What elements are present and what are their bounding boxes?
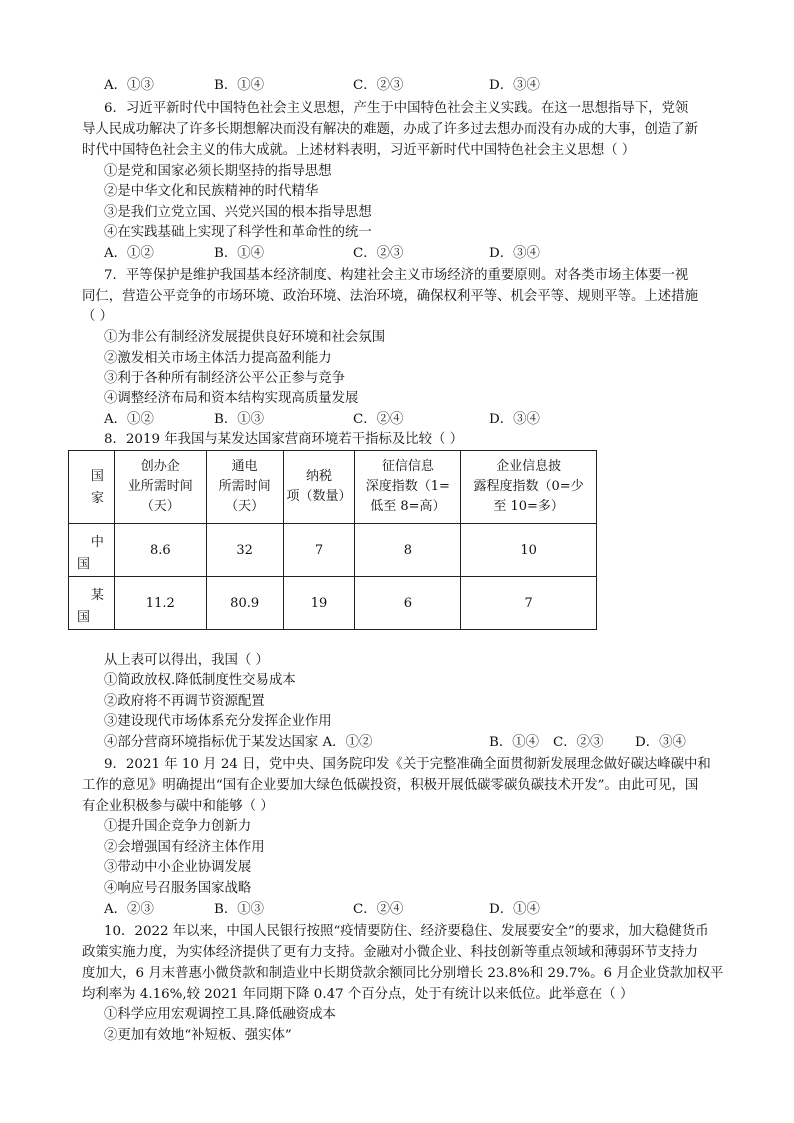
- q9-item-1: ①提升国企竞争力创新力: [104, 819, 252, 834]
- q8-option-b[interactable]: B．①④: [489, 735, 540, 750]
- table-row: [69, 524, 597, 577]
- q7-stem-line: 同仁，营造公平竞争的市场环境、政治环境、法治环境，确保权利平等、机会平等、规则平等。上述措施: [82, 289, 698, 304]
- header-tax-items: 纳税 项（数量）: [283, 451, 355, 524]
- row-country: 某 国: [69, 577, 115, 630]
- header-disclosure-index: 企业信息披 露程度指数（0=少 至 10=多）: [461, 451, 597, 524]
- header-electricity-days: 通电 所需时间 （天）: [206, 451, 283, 524]
- q6-option-c[interactable]: C．②③: [353, 246, 404, 261]
- q6-item-2: ②是中华文化和民族精神的时代精华: [104, 184, 319, 199]
- q5-option-d[interactable]: D．③④: [489, 78, 540, 93]
- table-cell: 32: [206, 524, 283, 577]
- q6-stem-line: 6．习近平新时代中国特色社会主义思想，产生于中国特色社会主义实践。在这一思想指导下，党领: [104, 101, 689, 116]
- q7-stem-line: 7．平等保护是维护我国基本经济制度、构建社会主义市场经济的重要原则。对各类市场主体要一视: [104, 268, 689, 283]
- q7-stem-line: （ ）: [82, 309, 114, 324]
- q7-item-2: ②激发相关市场主体活力提高盈利能力: [104, 351, 332, 366]
- q8-option-d[interactable]: D．③④: [635, 735, 686, 750]
- table-cell: 80.9: [206, 577, 283, 630]
- header-country: 国 家: [69, 451, 115, 524]
- q9-option-a[interactable]: A．②③: [104, 902, 154, 917]
- q8-stem: 8．2019 年我国与某发达国家营商环境若干指标及比较（ ）: [104, 432, 464, 447]
- q5-option-c[interactable]: C．②③: [353, 78, 404, 93]
- table-cell: 6: [355, 577, 461, 630]
- q6-item-4: ④在实践基础上实现了科学性和革命性的统一: [104, 225, 372, 240]
- q8-after-text: 从上表可以得出，我国（ ）: [104, 653, 269, 668]
- table-cell: 8.6: [114, 524, 206, 577]
- table-header-row: [69, 451, 597, 524]
- q8-item-4-option-a[interactable]: ④部分营商环境指标优于某发达国家 A．①②: [104, 735, 373, 750]
- q6-option-b[interactable]: B．①④: [214, 246, 265, 261]
- q7-option-d[interactable]: D．③④: [489, 412, 540, 427]
- q10-stem-line: 政策实施力度，为实体经济提供了更有力支持。金融对小微企业、科技创新等重点领域和薄弱环节支持力: [82, 945, 698, 960]
- header-credit-index: 征信信息 深度指数（1= 低至 8=高）: [355, 451, 461, 524]
- q9-item-4: ④响应号召服务国家战略: [104, 881, 252, 896]
- q8-option-c[interactable]: C．②③: [553, 735, 604, 750]
- q9-stem-line: 9．2021 年 10 月 24 日，党中央、国务院印发《关于完整准确全面贯彻新发展理念做好碳达峰碳中和: [104, 757, 711, 772]
- q10-stem-line: 度加大，6 月末普惠小微贷款和制造业中长期贷款余额同比分别增长 23.8%和 29.7%。6 月企业贷款加权平: [82, 966, 724, 981]
- q6-item-3: ③是我们立党立国、兴党兴国的根本指导思想: [104, 205, 372, 220]
- table-cell: 7: [283, 524, 355, 577]
- table-cell: 10: [461, 524, 597, 577]
- q9-stem-line: 有企业积极参与碳中和能够（ ）: [82, 799, 274, 814]
- table-row: [69, 577, 597, 630]
- q6-option-a[interactable]: A．①②: [104, 246, 154, 261]
- q6-option-d[interactable]: D．③④: [489, 246, 540, 261]
- q9-item-3: ③带动中小企业协调发展: [104, 860, 252, 875]
- q7-item-3: ③利于各种所有制经济公平公正参与竞争: [104, 371, 346, 386]
- q6-stem-line: 导人民成功解决了许多长期想解决而没有解决的难题，办成了许多过去想办而没有办成的大事，创造了新: [82, 122, 698, 137]
- table-cell: 7: [461, 577, 597, 630]
- q10-item-1: ①科学应用宏观调控工具.降低融资成本: [104, 1007, 336, 1022]
- table-cell: 19: [283, 577, 355, 630]
- q7-option-c[interactable]: C．②④: [353, 412, 404, 427]
- q10-stem-line: 均利率为 4.16%,较 2021 年同期下降 0.47 个百分点，处于有统计以来低位。此举意在（ ）: [82, 987, 634, 1002]
- q9-option-d[interactable]: D．①④: [489, 902, 540, 917]
- row-country: 中 国: [69, 524, 115, 577]
- q10-item-2: ②更加有效地“补短板、强实体”: [104, 1028, 292, 1043]
- q8-item-2: ②政府将不再调节资源配置: [104, 694, 265, 709]
- business-environment-table: [68, 450, 597, 630]
- table-cell: 11.2: [114, 577, 206, 630]
- q9-option-b[interactable]: B．①③: [214, 902, 265, 917]
- q10-stem-line: 10．2022 年以来，中国人民银行按照“疫情要防住、经济要稳住、发展要安全”的要求，加大稳健货币: [104, 924, 709, 939]
- q6-item-1: ①是党和国家必须长期坚持的指导思想: [104, 164, 332, 179]
- q7-option-a[interactable]: A．①②: [104, 412, 154, 427]
- q9-option-c[interactable]: C．②④: [353, 902, 404, 917]
- q9-item-2: ②会增强国有经济主体作用: [104, 840, 265, 855]
- header-startup-days: 创办企 业所需时间 （天）: [114, 451, 206, 524]
- q6-stem-line: 时代中国特色社会主义的伟大成就。上述材料表明，习近平新时代中国特色社会主义思想（ ）: [82, 143, 636, 158]
- q5-option-a[interactable]: A．①③: [104, 78, 154, 93]
- q7-item-1: ①为非公有制经济发展提供良好环境和社会氛围: [104, 330, 386, 345]
- q7-option-b[interactable]: B．①③: [214, 412, 265, 427]
- q9-stem-line: 工作的意见》明确提出“国有企业要加大绿色低碳投资，积极开展低碳零碳负碳技术开发”。由此可见，国: [82, 778, 699, 793]
- q8-item-1: ①简政放权.降低制度性交易成本: [104, 673, 296, 688]
- table-cell: 8: [355, 524, 461, 577]
- q7-item-4: ④调整经济布局和资本结构实现高质量发展: [104, 391, 359, 406]
- q5-option-b[interactable]: B．①④: [214, 78, 265, 93]
- q8-item-3: ③建设现代市场体系充分发挥企业作用: [104, 714, 332, 729]
